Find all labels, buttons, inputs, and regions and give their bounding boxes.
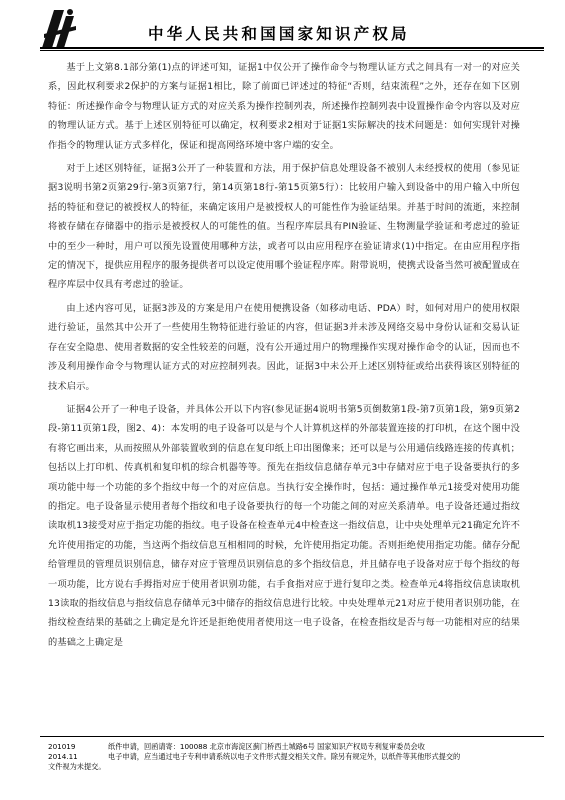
footer-electronic-notice: 电子申请，应当通过电子专利申请系统以电子文件形式提交相关文件。除另有规定外，以纸件等其他形式提交的	[108, 752, 461, 761]
footer-rule	[40, 736, 544, 737]
footer-electronic-notice-cont: 文件视为未提交。	[48, 762, 106, 771]
form-code: 201019	[48, 742, 76, 751]
footer-paper-notice: 纸件申请，回函请寄：100088 北京市海淀区蓟门桥西土城路6号 国家知识产权局专利复审委员会收	[108, 742, 425, 751]
form-date: 2014.11	[48, 752, 78, 761]
header-rule-thin	[40, 50, 544, 51]
paragraph: 证据4公开了一种电子设备，并具体公开以下内容(参见证据4说明书第5页倒数第1段-第7页第1段，第9页第2段-第11页第1段，图2、4)：本发明的电子设备可以是与个人计算机这样的外部装置连接的打印机，在这个图中没有将它画出来，从而按照从外部装置收到的信息在复印纸上印出图像来；还可以是与公用通信线路连接的传真机；包括以上打印机、传真机和复印机的综合机器等等。预先在指纹信息储存单元3中存储对应于电子设备要执行的多项功能中每一个功能的多个指纹中每一个的对应信息。当执行安全操作时，包括：通过操作单元1接受对使用功能的指定。电子设备显示使用者每个指纹和电子设备要执行的每一个功能之间的对应关系清单。电子设备还通过指纹读取机13接受对应于指定功能的指纹。电子设备在检查单元4中检查这一指纹信息，让中央处理单元21确定允许不允许使用指定的功能，当这两个指纹信息互相相同的时候，允许使用指定功能。否则拒绝使用指定功能。储存分配给管理员的管理员识别信息，储存对应于管理员识别信息的多个指纹信息，并且储存电子设备对应于每个指纹的每一项功能，比方说右手拇指对应于使用者识别功能，右手食指对应于进行复印之类。检查单元4将指纹信息读取机13读取的指纹信息与指纹信息存储单元3中储存的指纹信息进行比较。中央处理单元21对应于使用者识别功能，在指纹检查结果的基础之上确定是允许还是拒绝使用者使用这一电子设备，在检查指纹是否与每一功能相对应的结果的基础之上确定是	[48, 403, 520, 648]
paragraph: 对于上述区别特征，证据3公开了一种装置和方法，用于保护信息处理设备不被别人未经授权的使用（参见证据3说明书第2页第29行-第3页第7行，第14页第18行-第15页第5行）：比较用户输入到设备中的用户输入中所包括的特征和登记的被授权人的特征，来确定该用户是被授权人的可能性作为验证结果。并基于时间的流逝，来控制将被存储在存储器中的指示是被授权人的可能性的值。当程序库层具有PIN验证、生物测量学验证和考虑过的验证中的至少一种时，用户可以预先设置使用哪种方法，或者可以由应用程序在验证请求(1)中指定。在由应用程序指定的情况下，提供应用程序的服务提供者可以设定使用哪个验证程序库。附带说明，使携式设备当然可被配置成在程序库层中仅具有考虑过的验证。	[48, 163, 520, 291]
org-title: 中华人民共和国国家知识产权局	[148, 25, 410, 43]
header-rule	[40, 47, 544, 49]
cnipa-logo-icon	[40, 6, 78, 50]
page-footer	[48, 742, 548, 772]
document-body	[48, 58, 520, 656]
paragraph: 基于上文第8.1部分第(1)点的评述可知，证据1中仅公开了操作命令与物理认证方式之间具有一对一的对应关系，因此权利要求2保护的方案与证据1相比，除了前面已评述过的特征“否则，结束流程”之外，还存在如下区别特征：所述操作命令与物理认证方式的对应关系为操作控制列表，所述操作控制列表中设置操作命令内容以及对应的物理认证方式。基于上述区别特征可以确定，权利要求2相对于证据1实际解决的技术问题是：如何实现针对操作指令的物理认证方式多样化，保证和提高网络环境中客户端的安全。	[48, 62, 520, 151]
page-header	[40, 6, 545, 50]
paragraph: 由上述内容可见，证据3涉及的方案是用户在使用便携设备（如移动电话、PDA）时，如何对用户的使用权限进行验证，虽然其中公开了一些使用生物特征进行验证的内容，但证据3并未涉及网络交易中身份认证和交易认证存在安全隐患、使用者数据的安全性较差的问题，没有公开通过用户的物理操作实现对操作命令的认证，因而也不涉及利用操作命令与物理认证方式的对应控制列表。因此，证据3中未公开上述区别特征或给出获得该区别特征的技术启示。	[48, 302, 520, 392]
